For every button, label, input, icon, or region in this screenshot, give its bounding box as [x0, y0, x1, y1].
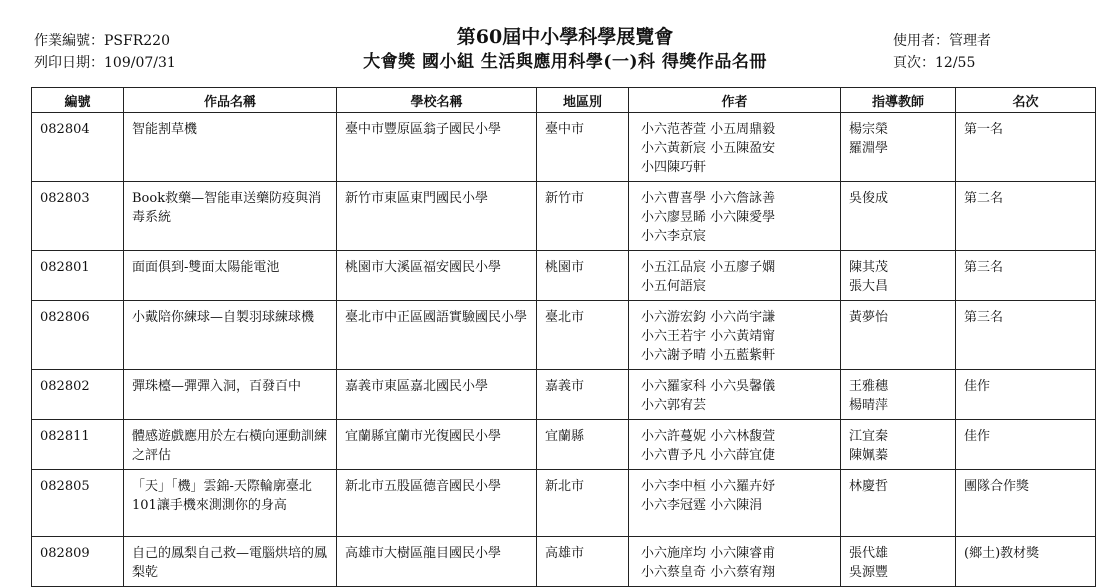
col-header-id: 編號	[32, 88, 124, 113]
cell-school: 桃園市大溪區福安國民小學	[337, 251, 537, 301]
cell-region: 嘉義市	[537, 370, 629, 420]
cell-school: 臺北市中正區國語實驗國民小學	[337, 301, 537, 370]
cell-id: 082804	[32, 113, 124, 182]
cell-authors	[629, 537, 841, 587]
cell-region: 臺中市	[537, 113, 629, 182]
cell-teachers-line: 張大昌	[849, 279, 889, 294]
table-row	[32, 537, 1096, 587]
cell-authors	[629, 301, 841, 370]
cell-school: 新竹市東區東門國民小學	[337, 182, 537, 251]
cell-region: 宜蘭縣	[537, 420, 629, 470]
cell-title: 體感遊戲應用於左右橫向運動訓練之評估	[124, 420, 337, 470]
cell-teachers	[841, 113, 956, 182]
cell-teachers-line: 林慶哲	[849, 479, 889, 494]
cell-teachers	[841, 420, 956, 470]
cell-teachers-line: 陳其茂	[849, 260, 889, 275]
col-header-authors: 作者	[629, 88, 841, 113]
job-number: 作業編號：PSFR220	[34, 33, 170, 49]
cell-authors-line: 小六李中桓 小六羅卉妤	[641, 479, 776, 494]
cell-id: 082801	[32, 251, 124, 301]
page-subtitle: 大會獎 國小組 生活與應用科學(一)科 得獎作品名冊	[363, 52, 767, 72]
cell-teachers	[841, 470, 956, 537]
cell-school: 高雄市大樹區龍目國民小學	[337, 537, 537, 587]
cell-id: 082803	[32, 182, 124, 251]
cell-id: 082811	[32, 420, 124, 470]
cell-teachers-line: 吳源豐	[849, 565, 889, 580]
table-row	[32, 420, 1096, 470]
cell-id: 082802	[32, 370, 124, 420]
cell-authors-line: 小六許蔓妮 小六林馥萱	[641, 429, 776, 444]
cell-authors	[629, 182, 841, 251]
cell-teachers-line: 江宜秦	[849, 429, 889, 444]
cell-authors-line: 小六郭宥芸	[641, 398, 707, 413]
cell-authors-line: 小六黃新宸 小五陳盈安	[641, 141, 776, 156]
cell-region: 新竹市	[537, 182, 629, 251]
cell-authors-line: 小六羅家科 小六吳馨儀	[641, 379, 776, 394]
page-number: 頁次：12/55	[893, 55, 976, 71]
cell-authors-line: 小六謝予晴 小五藍紫軒	[641, 348, 776, 363]
cell-rank: 佳作	[956, 370, 1096, 420]
cell-authors	[629, 251, 841, 301]
cell-teachers-line: 楊晴萍	[849, 398, 889, 413]
cell-teachers-line: 張代雄	[849, 546, 889, 561]
cell-teachers-line: 陳姵蓁	[849, 448, 889, 463]
cell-authors	[629, 470, 841, 537]
cell-teachers	[841, 182, 956, 251]
cell-rank: 第三名	[956, 251, 1096, 301]
cell-teachers	[841, 251, 956, 301]
cell-rank: 第一名	[956, 113, 1096, 182]
cell-title: Book救藥—智能車送藥防疫與消毒系統	[124, 182, 337, 251]
cell-school: 臺中市豐原區翁子國民小學	[337, 113, 537, 182]
cell-school: 嘉義市東區嘉北國民小學	[337, 370, 537, 420]
cell-teachers-line: 羅淵學	[849, 141, 889, 156]
table-row	[32, 113, 1096, 182]
cell-authors	[629, 420, 841, 470]
cell-id: 082806	[32, 301, 124, 370]
cell-id: 082805	[32, 470, 124, 537]
table-row	[32, 370, 1096, 420]
cell-title: 彈珠檯—彈彈入洞，百發百中	[124, 370, 337, 420]
page-title: 第60屆中小學科學展覽會	[456, 26, 674, 48]
cell-teachers	[841, 370, 956, 420]
cell-authors-line: 小六曹予凡 小六薛宜倢	[641, 448, 776, 463]
cell-title: 「天」「機」雲錦-天際輪廓臺北101讓手機來測測你的身高	[124, 470, 337, 537]
cell-authors-line: 小五何語宸	[641, 279, 707, 294]
cell-teachers-line: 楊宗榮	[849, 122, 889, 137]
cell-region: 桃園市	[537, 251, 629, 301]
print-date: 列印日期：109/07/31	[34, 55, 176, 71]
cell-teachers-line: 黃夢怡	[849, 310, 889, 325]
cell-authors-line: 小六施庠均 小六陳睿甫	[641, 546, 776, 561]
user-label: 使用者：管理者	[893, 33, 991, 49]
table-row	[32, 251, 1096, 301]
cell-teachers-line: 王雅穗	[849, 379, 889, 394]
cell-authors-line: 小四陳巧軒	[641, 160, 707, 175]
cell-authors-line: 小六李京宸	[641, 229, 707, 244]
cell-authors-line: 小六廖昱睎 小六陳愛學	[641, 210, 776, 225]
cell-rank: (鄉土)教材獎	[956, 537, 1096, 587]
cell-title: 小戴陪你練球—自製羽球練球機	[124, 301, 337, 370]
table-row	[32, 301, 1096, 370]
cell-teachers	[841, 537, 956, 587]
header-title	[280, 24, 850, 74]
cell-authors-line: 小六蔡皇奇 小六蔡宥翔	[641, 565, 776, 580]
cell-rank: 團隊合作獎	[956, 470, 1096, 537]
cell-region: 臺北市	[537, 301, 629, 370]
col-header-teachers: 指導教師	[841, 88, 956, 113]
header-right	[893, 30, 991, 74]
cell-authors-line: 小六李冠霆 小六陳涓	[641, 498, 763, 513]
cell-authors-line: 小六王若宇 小六黃靖甯	[641, 329, 776, 344]
table-row	[32, 470, 1096, 537]
table-row	[32, 182, 1096, 251]
cell-school: 宜蘭縣宜蘭市光復國民小學	[337, 420, 537, 470]
cell-authors-line: 小六曹喜學 小六詹詠善	[641, 191, 776, 206]
cell-teachers-line: 吳俊成	[849, 191, 889, 206]
cell-authors	[629, 370, 841, 420]
cell-title: 自己的鳳梨自己救—電腦烘培的鳳梨乾	[124, 537, 337, 587]
cell-region: 高雄市	[537, 537, 629, 587]
award-table	[31, 87, 1096, 587]
cell-rank: 第三名	[956, 301, 1096, 370]
cell-authors-line: 小六范莕萱 小五周鼎毅	[641, 122, 776, 137]
col-header-region: 地區別	[537, 88, 629, 113]
cell-authors	[629, 113, 841, 182]
table-header-row	[32, 88, 1096, 113]
cell-title: 面面俱到-雙面太陽能電池	[124, 251, 337, 301]
cell-school: 新北市五股區德音國民小學	[337, 470, 537, 537]
col-header-school: 學校名稱	[337, 88, 537, 113]
cell-authors-line: 小五江品宸 小五廖子嫻	[641, 260, 776, 275]
header-left	[34, 30, 176, 74]
cell-title: 智能割草機	[124, 113, 337, 182]
cell-id: 082809	[32, 537, 124, 587]
cell-rank: 佳作	[956, 420, 1096, 470]
cell-authors-line: 小六游宏鈞 小六尚宇謙	[641, 310, 776, 325]
cell-rank: 第二名	[956, 182, 1096, 251]
cell-teachers	[841, 301, 956, 370]
col-header-title: 作品名稱	[124, 88, 337, 113]
col-header-rank: 名次	[956, 88, 1096, 113]
cell-region: 新北市	[537, 470, 629, 537]
